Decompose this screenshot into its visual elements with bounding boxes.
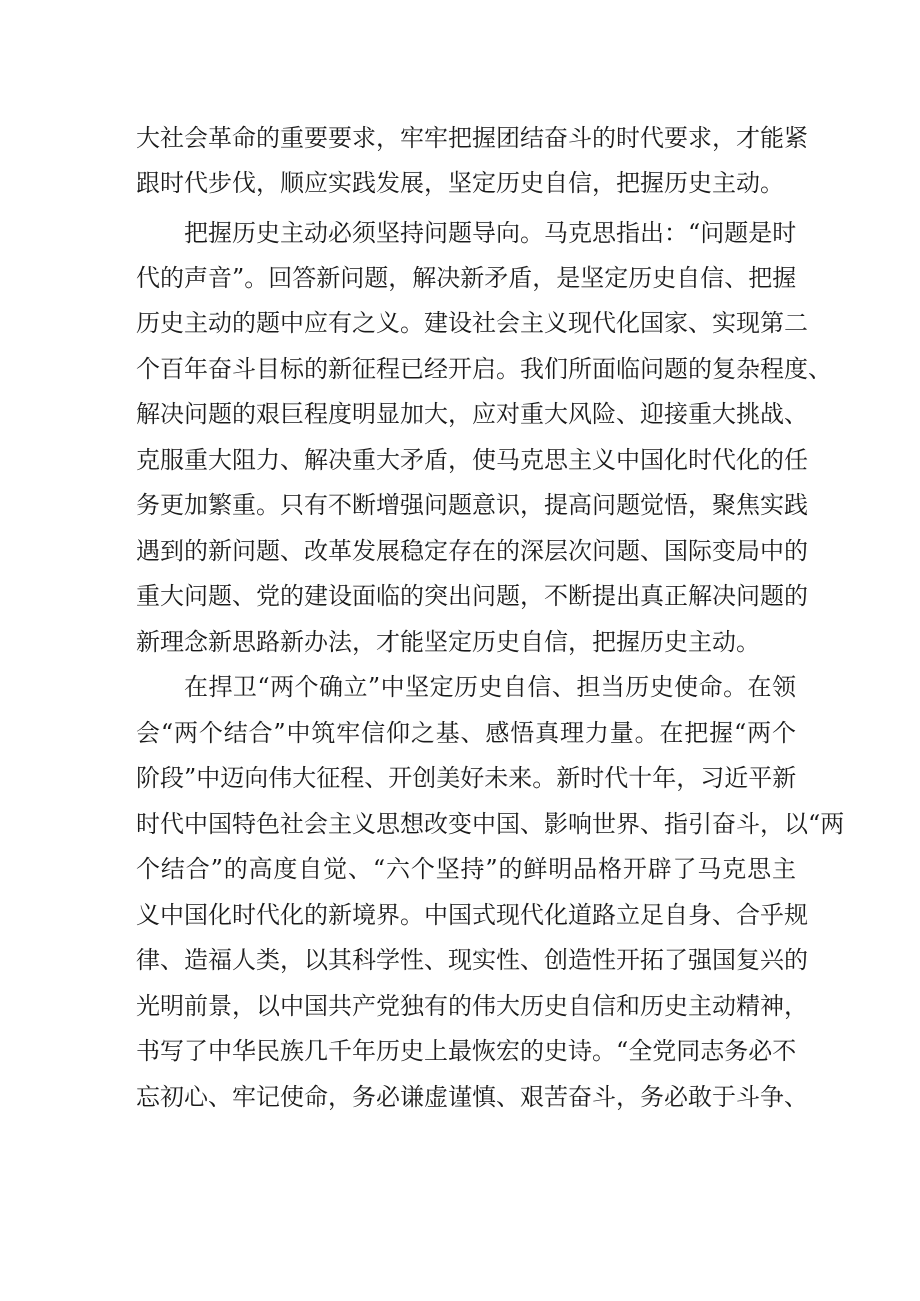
text-line: 时代中国特色社会主义思想改变中国、影响世界、指引奋斗，以“两 <box>136 810 845 838</box>
text-line: 务更加繁重。只有不断增强问题意识，提高问题觉悟，聚焦实践 <box>136 491 808 519</box>
text-line: 解决问题的艰巨程度明显加大，应对重大风险、迎接重大挑战、 <box>136 400 808 428</box>
text-line: 阶段”中迈向伟大征程、开创美好未来。新时代十年，习近平新 <box>136 764 797 792</box>
text-line: 历史主动的题中应有之义。建设社会主义现代化国家、实现第二 <box>136 309 808 337</box>
text-line: 个结合”的高度自觉、“六个坚持”的鲜明品格开辟了马克思主 <box>136 855 796 883</box>
text-line: 克服重大阻力、解决重大矛盾，使马克思主义中国化时代化的任 <box>136 446 808 474</box>
text-line: 义中国化时代化的新境界。中国式现代化道路立足自身、合乎规 <box>136 901 808 929</box>
text-line: 律、造福人类，以其科学性、现实性、创造性开拓了强国复兴的 <box>136 946 808 974</box>
text-line: 重大问题、党的建设面临的突出问题，不断提出真正解决问题的 <box>136 582 808 610</box>
text-line: 书写了中华民族几千年历史上最恢宏的史诗。“全党同志务必不 <box>136 1037 797 1065</box>
text-line: 个百年奋斗目标的新征程已经开启。我们所面临问题的复杂程度、 <box>136 355 832 383</box>
text-line: 光明前景，以中国共产党独有的伟大历史自信和历史主动精神， <box>136 992 808 1020</box>
text-line: 跟时代步伐，顺应实践发展，坚定历史自信，把握历史主动。 <box>136 169 784 197</box>
text-line: 忘初心、牢记使命，务必谦虚谨慎、艰苦奋斗，务必敢于斗争、 <box>136 1083 808 1111</box>
text-line: 大社会革命的重要要求，牢牢把握团结奋斗的时代要求，才能紧 <box>136 124 808 152</box>
paragraph-start-line: 在捍卫“两个确立”中坚定历史自信、担当历史使命。在领 <box>184 673 796 701</box>
text-line: 新理念新思路新办法，才能坚定历史自信，把握历史主动。 <box>136 628 760 656</box>
text-line: 会“两个结合”中筑牢信仰之基、感悟真理力量。在把握“两个 <box>136 719 796 747</box>
text-line: 遇到的新问题、改革发展稳定存在的深层次问题、国际变局中的 <box>136 537 808 565</box>
text-line: 代的声音”。回答新问题，解决新矛盾，是坚定历史自信、把握 <box>136 264 797 292</box>
paragraph-start-line: 把握历史主动必须坚持问题导向。马克思指出：“问题是时 <box>184 219 797 247</box>
